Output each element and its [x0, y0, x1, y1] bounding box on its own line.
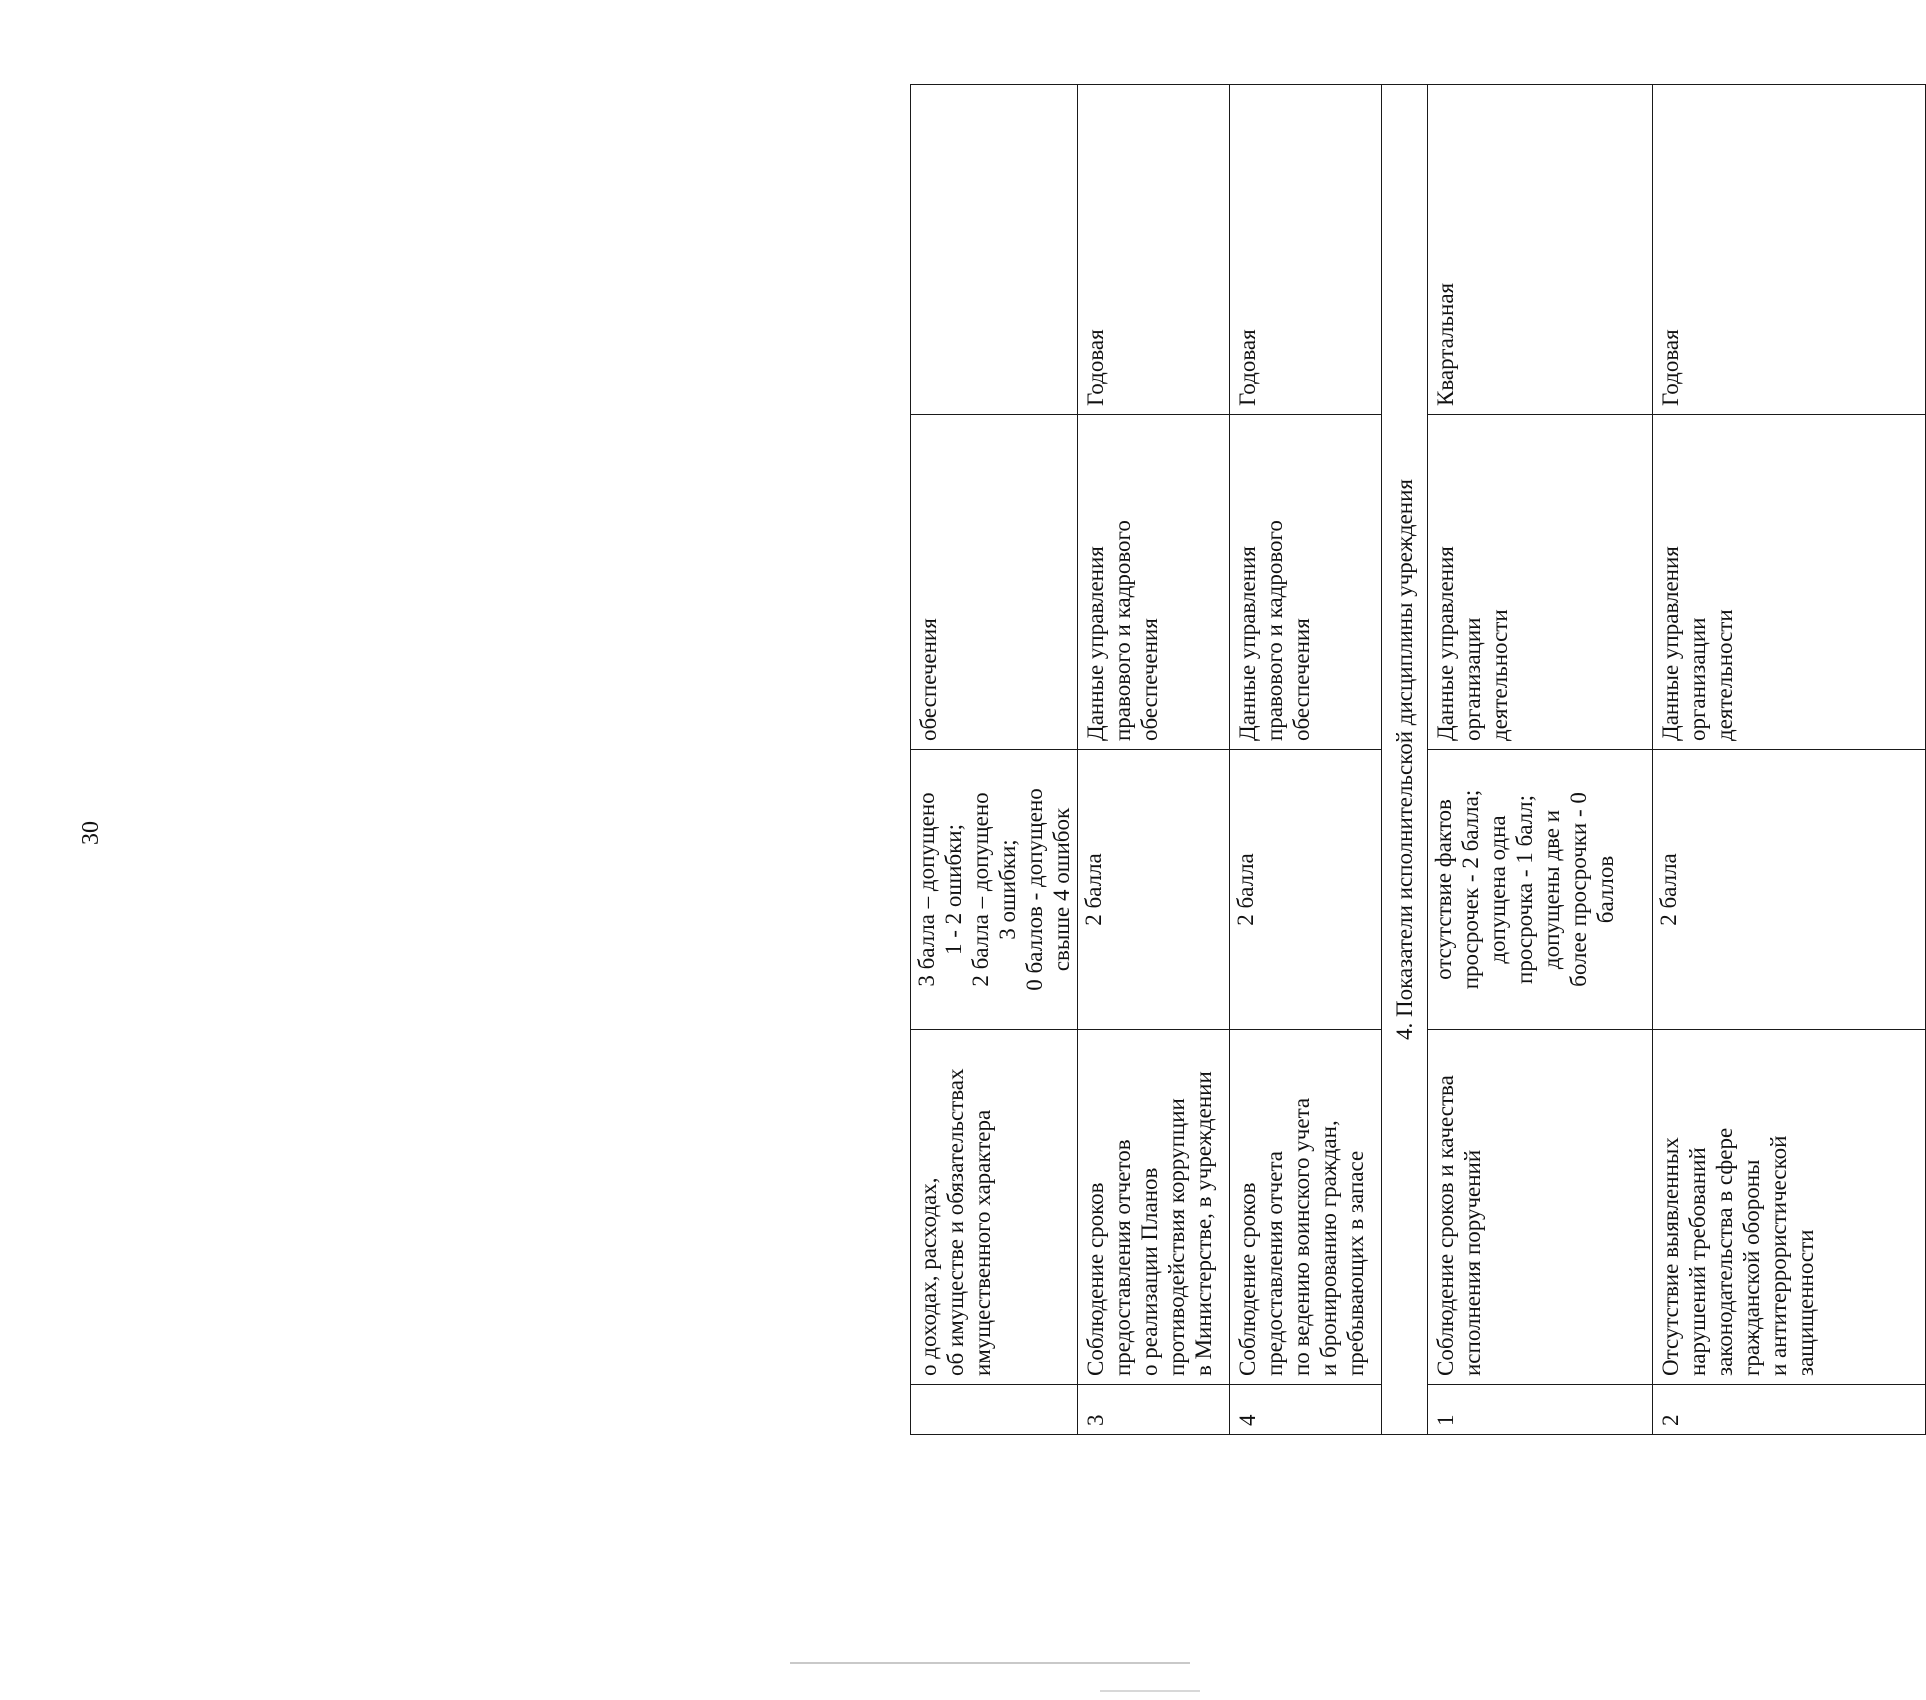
source-line: обеспечения	[1289, 618, 1314, 741]
indicator-line: о реализации Планов	[1137, 1167, 1162, 1376]
indicator-line: предоставления отчетов	[1110, 1139, 1135, 1376]
row-number	[911, 1385, 1078, 1435]
indicator-line: и бронированию граждан,	[1316, 1120, 1341, 1376]
score-line: допущена одна	[1485, 815, 1510, 964]
indicator-line: о доходах, расходах,	[916, 1177, 941, 1376]
row-number: 1	[1428, 1385, 1653, 1435]
indicator-cell	[1653, 1030, 1926, 1385]
score-line: 2 балла	[1656, 853, 1681, 926]
indicator-line: Соблюдение сроков	[1235, 1182, 1260, 1376]
score-line: 2 балла	[1233, 853, 1258, 926]
indicator-line: и антитеррористической	[1766, 1135, 1791, 1376]
row-number: 2	[1653, 1385, 1926, 1435]
score-line: 2 балла – допущено	[968, 792, 993, 987]
source-line: Данные управления	[1433, 546, 1458, 741]
source-line: Данные управления	[1235, 546, 1260, 741]
source-line: обеспечения	[1137, 618, 1162, 741]
source-line: правового и кадрового	[1262, 520, 1287, 741]
score-line: свыше 4 ошибок	[1049, 807, 1074, 972]
source-line: деятельности	[1712, 609, 1737, 741]
score-line: 3 балла – допущено	[914, 792, 939, 987]
indicator-cell	[1230, 1030, 1382, 1385]
period-cell: Годовая	[1230, 85, 1382, 415]
table-row	[1653, 85, 1926, 1435]
indicator-line: законодательства в сфере	[1712, 1127, 1737, 1376]
source-line: организации	[1460, 617, 1485, 741]
page-number: 30	[78, 821, 104, 845]
indicator-line: Соблюдение сроков и качества	[1433, 1075, 1458, 1376]
indicator-line: предоставления отчета	[1262, 1151, 1287, 1376]
rotated-table-sheet	[910, 85, 1910, 1435]
indicator-cell	[1078, 1030, 1230, 1385]
indicator-line: гражданской обороны	[1739, 1159, 1764, 1376]
scan-artifact-line	[790, 1662, 1190, 1664]
source-line: Данные управления	[1658, 546, 1683, 741]
indicator-line: нарушений требований	[1685, 1147, 1710, 1376]
source-line: правового и кадрового	[1110, 520, 1135, 741]
indicators-table	[910, 84, 1926, 1435]
table-row	[911, 85, 1078, 1435]
indicator-line: имущественного характера	[970, 1109, 995, 1376]
indicator-line: пребывающих в запасе	[1343, 1150, 1368, 1376]
indicator-cell	[1428, 1030, 1653, 1385]
indicator-line: в Министерстве, в учреждении	[1191, 1071, 1216, 1376]
period-cell: Годовая	[1078, 85, 1230, 415]
period-cell	[911, 85, 1078, 415]
score-line: отсутствие фактов	[1431, 799, 1456, 980]
table-row	[1078, 85, 1230, 1435]
score-line: более просрочки - 0	[1566, 792, 1591, 987]
source-line: организации	[1685, 617, 1710, 741]
source-line: обеспечения	[916, 618, 941, 741]
score-line: 1 - 2 ошибки;	[941, 824, 966, 956]
table-row	[1230, 85, 1382, 1435]
table-row	[1428, 85, 1653, 1435]
indicator-line: защищенности	[1793, 1229, 1818, 1376]
source-cell	[1230, 415, 1382, 750]
indicator-line: исполнения поручений	[1460, 1149, 1485, 1376]
indicator-cell	[911, 1030, 1078, 1385]
section-header-row	[1382, 85, 1428, 1435]
score-cell	[911, 750, 1078, 1030]
source-cell	[1428, 415, 1653, 750]
score-line: допущены две и	[1539, 809, 1564, 970]
score-line: 0 баллов - допущено	[1022, 788, 1047, 991]
section-title: 4. Показатели исполнительской дисциплины учреждения	[1382, 85, 1428, 1435]
score-line: 2 балла	[1081, 853, 1106, 926]
score-line: баллов	[1593, 855, 1618, 924]
indicator-line: Отсутствие выявленных	[1658, 1137, 1683, 1376]
score-cell	[1230, 750, 1382, 1030]
source-cell	[1653, 415, 1926, 750]
source-line: деятельности	[1487, 609, 1512, 741]
row-number: 4	[1230, 1385, 1382, 1435]
score-line: просрочек - 2 балла;	[1458, 789, 1483, 990]
score-line: просрочка - 1 балл;	[1512, 795, 1537, 984]
indicator-line: противодействия коррупции	[1164, 1098, 1189, 1376]
row-number: 3	[1078, 1385, 1230, 1435]
score-cell	[1428, 750, 1653, 1030]
period-cell: Годовая	[1653, 85, 1926, 415]
source-line: Данные управления	[1083, 546, 1108, 741]
indicator-line: по ведению воинского учета	[1289, 1097, 1314, 1376]
source-cell	[1078, 415, 1230, 750]
source-cell	[911, 415, 1078, 750]
score-cell	[1078, 750, 1230, 1030]
score-cell	[1653, 750, 1926, 1030]
score-line: 3 ошибки;	[995, 839, 1020, 940]
indicator-line: Соблюдение сроков	[1083, 1182, 1108, 1376]
period-cell: Квартальная	[1428, 85, 1653, 415]
scan-artifact-line	[1100, 1690, 1200, 1692]
indicator-line: об имуществе и обязательствах	[943, 1068, 968, 1376]
